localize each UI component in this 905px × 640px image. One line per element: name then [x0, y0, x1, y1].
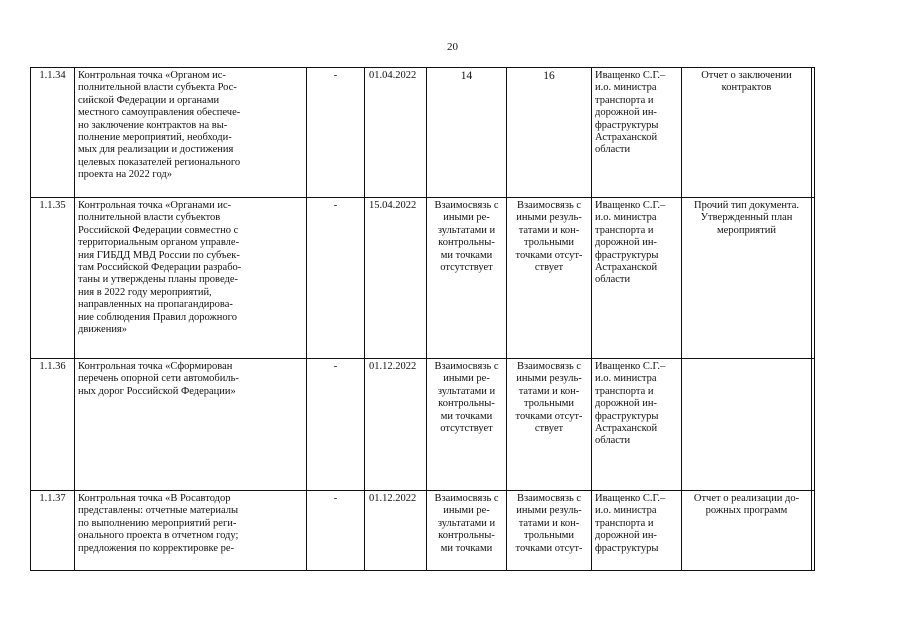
successor-cell: Взаимосвязь с иными резуль- татами и кон- трольными точками отсут- ствует	[507, 359, 592, 491]
predecessor-cell: Взаимосвязь с иными ре- зультатами и контрольны- ми точками отсутствует	[427, 198, 507, 359]
table-row	[31, 491, 815, 571]
responsible-cell: Иващенко С.Г.– и.о. министра транспорта и дорожной ин- фраструктуры Астраханской области	[592, 198, 682, 359]
predecessor-cell: Взаимосвязь с иными ре- зультатами и контрольны- ми точками отсутствует	[427, 359, 507, 491]
due-date-cell: 15.04.2022	[365, 198, 427, 359]
responsible-cell: Иващенко С.Г.– и.о. министра транспорта и дорожной ин- фраструктуры Астраханской области	[592, 68, 682, 198]
checkpoint-description: Контрольная точка «Сформирован перечень опорной сети автомобиль- ных дорог Российской Федерации»	[75, 359, 307, 491]
table-row	[31, 198, 815, 359]
table-row	[31, 68, 815, 198]
responsible-cell: Иващенко С.Г.– и.о. министра транспорта и дорожной ин- фраструктуры	[592, 491, 682, 571]
document-type-cell: Отчет о заключении контрактов	[682, 68, 812, 198]
extra-cell	[812, 491, 815, 571]
extra-cell	[812, 68, 815, 198]
base-date-cell: -	[307, 198, 365, 359]
predecessor-cell: Взаимосвязь с иными ре- зультатами и контрольны- ми точками	[427, 491, 507, 571]
responsible-cell: Иващенко С.Г.– и.о. министра транспорта и дорожной ин- фраструктуры Астраханской области	[592, 359, 682, 491]
checkpoints-table	[30, 67, 815, 571]
checkpoint-description: Контрольная точка «Органом ис- полнительной власти субъекта Рос- сийской Федерации и органами местного самоуправления обеспече- но заключение контрактов на вы- полнение мероприятий, необходи- мых для реализации и достижения целевых показателей регионального проекта на 2022 год»	[75, 68, 307, 198]
document-type-cell	[682, 359, 812, 491]
row-id: 1.1.34	[31, 68, 75, 198]
extra-cell	[812, 359, 815, 491]
successor-cell: Взаимосвязь с иными резуль- татами и кон- трольными точками отсут- ствует	[507, 198, 592, 359]
base-date-cell: -	[307, 68, 365, 198]
successor-cell: Взаимосвязь с иными резуль- татами и кон- трольными точками отсут-	[507, 491, 592, 571]
extra-cell	[812, 198, 815, 359]
successor-cell: 16	[507, 68, 592, 198]
predecessor-cell: 14	[427, 68, 507, 198]
due-date-cell: 01.04.2022	[365, 68, 427, 198]
checkpoint-description: Контрольная точка «В Росавтодор представлены: отчетные материалы по выполнению мероприятий реги- онального проекта в отчетном году; предложения по корректировке ре-	[75, 491, 307, 571]
page-number: 20	[447, 41, 458, 53]
document-type-cell: Отчет о реализации до- рожных программ	[682, 491, 812, 571]
document-type-cell: Прочий тип документа. Утвержденный план мероприятий	[682, 198, 812, 359]
due-date-cell: 01.12.2022	[365, 491, 427, 571]
row-id: 1.1.35	[31, 198, 75, 359]
row-id: 1.1.36	[31, 359, 75, 491]
row-id: 1.1.37	[31, 491, 75, 571]
due-date-cell: 01.12.2022	[365, 359, 427, 491]
base-date-cell: -	[307, 491, 365, 571]
table-row	[31, 359, 815, 491]
base-date-cell: -	[307, 359, 365, 491]
checkpoint-description: Контрольная точка «Органами ис- полнительной власти субъектов Российской Федерации совместно с территориальным органом управле- ния ГИБДД МВД России по субъек- там Российской Федерации разрабо- таны и утверждены планы проведе- ния в 2022 году мероприятий, направленных на пропагандирова- ние соблюдения Правил дорожного движения»	[75, 198, 307, 359]
